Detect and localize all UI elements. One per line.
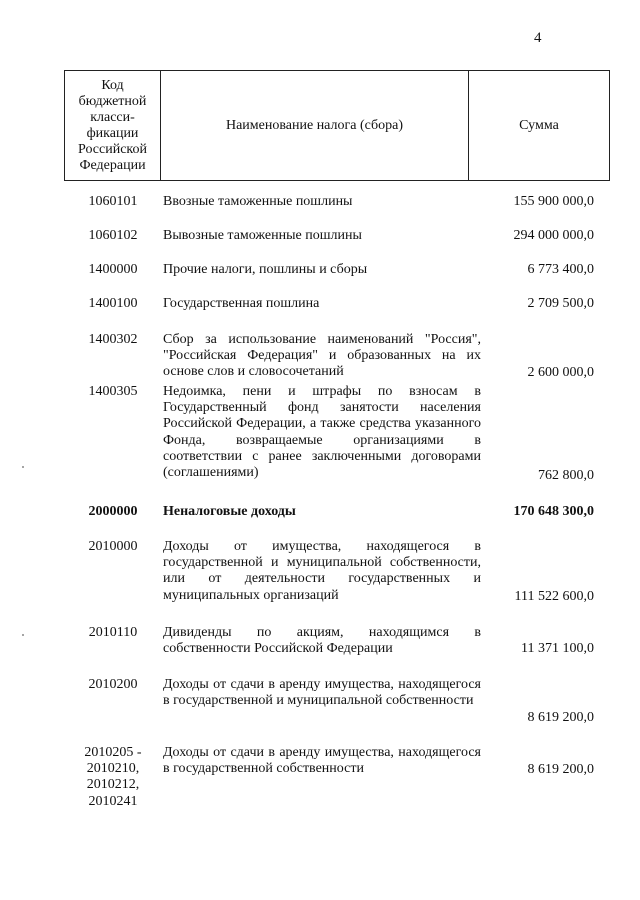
scan-speck	[22, 634, 24, 636]
row-name-text: Государственная пошлина	[163, 296, 320, 311]
row-name	[163, 296, 481, 312]
page-number: 4	[534, 30, 542, 46]
row-sum: 170 648 300,0	[513, 504, 594, 519]
row-name-text: Дивиденды по акциям, находящимся в собственности Российской Федерации	[163, 625, 481, 657]
header-code: Код бюджетной класси- фикации Российской Федерации	[65, 71, 161, 180]
row-name-text: Доходы от сдачи в аренду имущества, находящегося в государственной собственности	[163, 745, 481, 777]
row-name	[163, 625, 481, 657]
row-name	[163, 262, 481, 278]
row-code: 2010110	[88, 625, 138, 640]
row-sum: 11 371 100,0	[521, 641, 594, 656]
row-code: 2010000	[88, 539, 138, 554]
row-name-text: Доходы от сдачи в аренду имущества, находящегося в государственной и муниципальной собственности	[163, 677, 481, 709]
row-name	[163, 384, 481, 481]
row-sum: 6 773 400,0	[527, 262, 594, 277]
row-code: 1400305	[88, 384, 138, 399]
row-code: 2010205 - 2010210, 2010212, 2010241	[84, 745, 142, 809]
row-name-text: Недоимка, пени и штрафы по взносам в Государственный фонд занятости населения Российской Федерации, а также средства указанного Фонда, возвращаемые организациями в соответствии с ранее заключенными договорами (соглашениями)	[163, 384, 481, 481]
row-sum: 2 600 000,0	[527, 365, 594, 380]
row-name	[163, 194, 481, 210]
header-sum: Сумма	[519, 117, 559, 133]
row-name-text: Вывозные таможенные пошлины	[163, 228, 362, 243]
row-code: 1400100	[88, 296, 138, 311]
table-header	[64, 70, 610, 181]
row-name	[163, 745, 481, 777]
row-name-text: Сбор за использование наименований "Россия", "Российская Федерация" и образованных на их основе слов и словосочетаний	[163, 332, 481, 380]
row-code: 2010200	[88, 677, 138, 692]
row-sum: 762 800,0	[538, 468, 594, 483]
row-name-text: Доходы от имущества, находящегося в государственной и муниципальной собственности, или от деятельности государственных и муниципальных организаций	[163, 539, 481, 603]
scan-speck	[22, 466, 24, 468]
row-sum: 294 000 000,0	[513, 228, 594, 243]
row-code: 2000000	[88, 504, 138, 519]
row-name	[163, 539, 481, 604]
row-sum: 8 619 200,0	[527, 710, 594, 725]
row-code: 1400302	[88, 332, 138, 347]
row-name-text: Ввозные таможенные пошлины	[163, 194, 353, 209]
row-name	[163, 332, 481, 381]
row-name-text: Неналоговые доходы	[163, 504, 296, 519]
row-code: 1060101	[88, 194, 138, 209]
row-sum: 155 900 000,0	[513, 194, 594, 209]
row-code: 1060102	[88, 228, 138, 243]
row-name	[163, 677, 481, 709]
row-name	[163, 504, 481, 520]
header-name: Наименование налога (сбора)	[161, 71, 469, 180]
row-sum: 8 619 200,0	[527, 762, 594, 777]
row-code: 1400000	[88, 262, 138, 277]
row-sum: 2 709 500,0	[527, 296, 594, 311]
row-name-text: Прочие налоги, пошлины и сборы	[163, 262, 368, 277]
row-name	[163, 228, 481, 244]
row-sum: 111 522 600,0	[514, 589, 594, 604]
